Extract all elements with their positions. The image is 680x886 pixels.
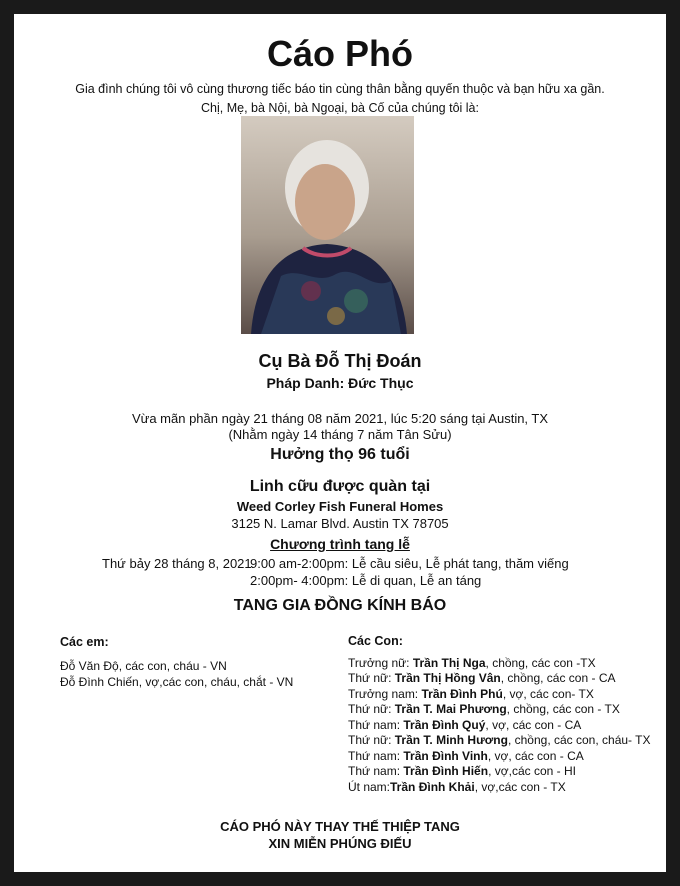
list-item: Thứ nam: Trần Đình Quý, vợ, các con - CA [348,717,582,732]
schedule-row [102,555,569,572]
siblings-list [60,634,293,690]
list-item: Thứ nữ: Trần T. Mai Phương, chồng, các con - TX [348,702,620,716]
list-item: Thứ nữ: Trần T. Minh Hương, chồng, các con, cháu- TX [348,733,651,747]
siblings-heading: Các em: [60,635,109,649]
list-item: Thứ nữ: Trần Thị Hồng Vân, chồng, các con - CA [348,671,616,685]
children-list [348,634,651,795]
funeral-home-address: 3125 N. Lamar Blvd. Austin TX 78705 [231,516,449,531]
announcement: TANG GIA ĐỒNG KÍNH BÁO [233,597,447,614]
list-item: Thứ nam: Trần Đình Hiến, vợ,các con - HI [348,764,576,778]
footer-line-2: XIN MIỄN PHÚNG ĐIẾU [268,836,412,851]
intro-text: Gia đình chúng tôi vô cùng thương tiếc báo tin cùng thân bằng quyến thuộc và bạn hữu xa gần. Chị, Mẹ, bà Nội, bà Ngoại, bà Cố của chúng tôi là: [75,82,605,115]
portrait-photo [241,116,414,334]
lunar-date: (Nhằm ngày 14 tháng 7 năm Tân Sửu) [228,427,452,442]
obituary-card [14,14,666,872]
program-heading: Chương trình tang lễ [270,536,410,552]
dharma-name: Pháp Danh: Đức Thục [266,375,414,391]
list-item: Đỗ Đình Chiến, vợ,các con, cháu, chắt - VN [60,675,294,689]
age-text: Hưởng thọ 96 tuổi [270,446,410,463]
funeral-home-name: Weed Corley Fish Funeral Homes [236,499,444,514]
footer-line-1: CÁO PHÓ NÀY THAY THẾ THIỆP TANG [220,819,460,834]
schedule-item: 2:00pm- 4:00pm: Lễ di quan, Lễ an táng [250,573,482,588]
program-schedule [102,555,569,589]
list-item: Thứ nam: Trần Đình Vinh, vợ, các con - CA [348,748,584,763]
list-item: Trưởng nam: Trần Đình Phú, vợ, các con- TX [348,686,594,701]
list-item: Đỗ Văn Độ, các con, cháu - VN [60,659,227,673]
children-heading: Các Con: [348,634,403,648]
schedule-item: 9:00 am-2:00pm: Lễ cầu siêu, Lễ phát tang, thăm viếng [250,556,569,571]
list-item: Út nam:Trần Đình Khải, vợ,các con - TX [348,779,566,794]
schedule-date: Thứ bảy 28 tháng 8, 2021 [102,556,252,571]
page-title: Cáo Phó [266,33,413,74]
repose-heading: Linh cữu được quàn tại [249,478,431,495]
deceased-name: Cụ Bà Đỗ Thị Đoán [258,351,422,371]
schedule-row [102,572,569,589]
passing-info: Vừa mãn phần ngày 21 tháng 08 năm 2021, lúc 5:20 sáng tại Austin, TX [131,411,549,426]
list-item: Trưởng nữ: Trần Thị Nga, chồng, các con -TX [348,655,596,670]
